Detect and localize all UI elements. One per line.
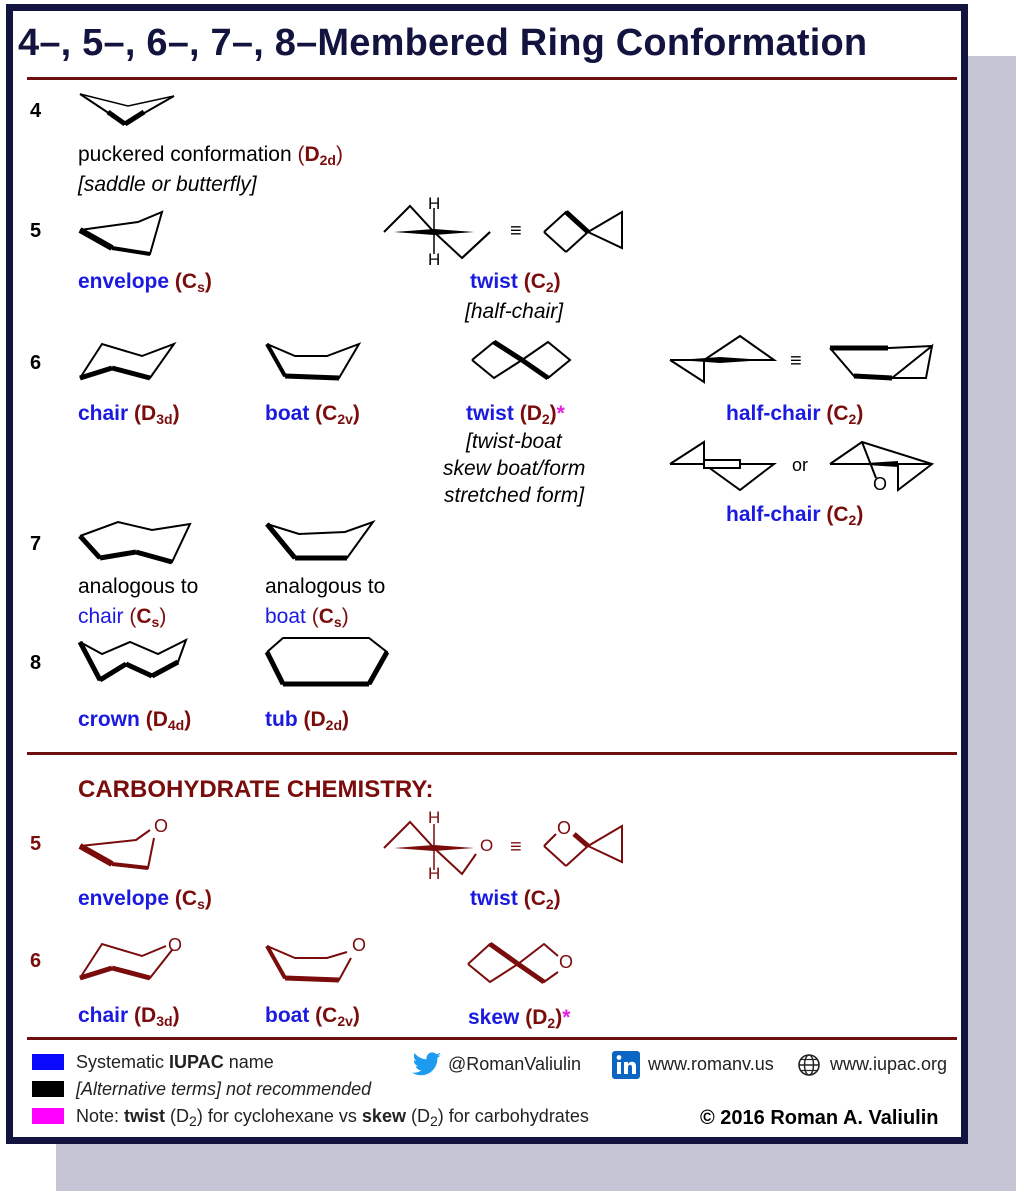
cyclohexane-boat-structure (265, 342, 365, 382)
ring8-crown-label: crown $(D_{4d})$ (78, 708, 192, 733)
ring6-twist-label: twist $(D_2)*$ (466, 402, 565, 427)
half-chair-structure (828, 342, 938, 382)
cyclooctane-crown-structure (78, 636, 190, 686)
ring6-boat-label: boat $(C_{2v})$ (265, 402, 360, 427)
pyranose-chair-structure (78, 940, 178, 982)
ring6-halfchair-label-2: half-chair $(C_2)$ (726, 503, 864, 528)
copyright-notice: © 2016 Roman A. Valiulin (700, 1107, 939, 1129)
carbo-chair-label: chair $(D_{3d})$ (78, 1004, 180, 1029)
furanose-oxygen: O (154, 816, 169, 836)
carbo-h-top: H (428, 808, 441, 827)
ring7-boat-prefix: analogous to (265, 575, 386, 598)
legend-swatch-black (32, 1081, 64, 1097)
ring5-envelope-label: envelope $(C_s)$ (78, 270, 212, 295)
carbo-twist-label: twist $(C_2)$ (470, 887, 561, 912)
ring6-chair-label: chair $(D_{3d})$ (78, 402, 180, 427)
equivalence-sign: ≡ (510, 220, 522, 242)
pyranose-boat-oxygen: O (352, 935, 367, 955)
twist-h-top: H (428, 194, 441, 213)
ring5-twist-alt: [half-chair] (465, 300, 564, 323)
or-label: or (792, 455, 809, 475)
ring7-chair-label: chair $(C_s)$ (78, 605, 167, 630)
legend-rule (27, 1037, 957, 1040)
ring6-halfchair-label-1: half-chair $(C_2)$ (726, 402, 864, 427)
ring8-tub-label: tub $(D_{2d})$ (265, 708, 350, 733)
ring6-twist-alt-1: [twist-boat (466, 430, 562, 453)
twitter-handle-link[interactable]: @RomanValiulin (448, 1054, 581, 1074)
half-chair-variant-structure (668, 438, 778, 492)
halfchair-oxygen: O (873, 474, 888, 494)
linkedin-icon (612, 1051, 640, 1079)
legend-note-text: Note: twist $(D_2)$ for cyclohexane vs skew $(D_2)$ for carbohydrates (76, 1106, 589, 1129)
cyclohexane-twist-structure (470, 340, 576, 380)
pyranose-boat-structure (265, 944, 365, 984)
cyclooctane-tub-structure (265, 636, 391, 690)
carbo-twist-oxygen: O (480, 836, 494, 855)
carbo-envelope-label: envelope $(C_s)$ (78, 887, 212, 912)
half-chair-newman-structure (668, 334, 778, 384)
row-label-8: 8 (30, 652, 42, 674)
ring4-caption: puckered conformation $(D_{2d})$ (78, 143, 343, 168)
row-label-7: 7 (30, 533, 42, 555)
cycloheptane-boat-structure (265, 518, 377, 566)
legend-swatch-magenta (32, 1108, 64, 1124)
twitter-icon (412, 1052, 442, 1078)
section-rule (27, 752, 957, 755)
title-rule (27, 77, 957, 80)
iupac-website-link[interactable]: www.iupac.org (830, 1054, 948, 1074)
carbo-twist-oxygen-2: O (557, 818, 572, 838)
row-label-6: 6 (30, 352, 42, 374)
pyranose-skew-oxygen: O (559, 952, 574, 972)
row-label-4: 4 (30, 100, 42, 122)
page-title: 4–, 5–, 6–, 7–, 8–Membered Ring Conformation (18, 22, 868, 64)
carbohydrate-heading: CARBOHYDRATE CHEMISTRY: (78, 776, 434, 803)
pyranose-chair-oxygen: O (168, 935, 183, 955)
carbo-row-label-5: 5 (30, 833, 42, 855)
ring4-alt-terms: [saddle or butterfly] (78, 173, 257, 196)
ring5-twist-label: twist $(C_2)$ (470, 270, 561, 295)
linkedin-website-link[interactable]: www.romanv.us (648, 1054, 774, 1074)
ring7-boat-label: boat $(C_s)$ (265, 605, 349, 630)
legend-alternative-text: [Alternative terms] not recommended (76, 1079, 372, 1099)
cyclopentane-twist-structure (542, 208, 628, 252)
cyclohexane-chair-structure (78, 342, 178, 382)
globe-icon (797, 1053, 821, 1077)
twist-h-bottom: H (428, 250, 441, 269)
legend-swatch-blue (32, 1054, 64, 1070)
carbo-boat-label: boat $(C_{2v})$ (265, 1004, 360, 1029)
cycloheptane-chair-structure (78, 518, 196, 566)
row-label-5: 5 (30, 220, 42, 242)
carbo-equivalence-sign: ≡ (510, 836, 522, 858)
carbo-skew-label: skew $(D_2)*$ (468, 1006, 571, 1031)
cyclobutane-puckered-structure (78, 90, 178, 130)
ring6-twist-alt-2: skew boat/form (443, 457, 586, 480)
halfchair-equivalence-sign: ≡ (790, 350, 802, 372)
cyclopentane-envelope-structure (78, 208, 168, 258)
ring6-twist-alt-3: stretched form] (444, 484, 585, 507)
furanose-twist-structure (542, 822, 628, 866)
ring7-chair-prefix: analogous to (78, 575, 199, 598)
legend-iupac-text: Systematic IUPAC name (76, 1052, 274, 1072)
carbo-row-label-6: 6 (30, 950, 42, 972)
carbo-h-bottom: H (428, 864, 441, 883)
